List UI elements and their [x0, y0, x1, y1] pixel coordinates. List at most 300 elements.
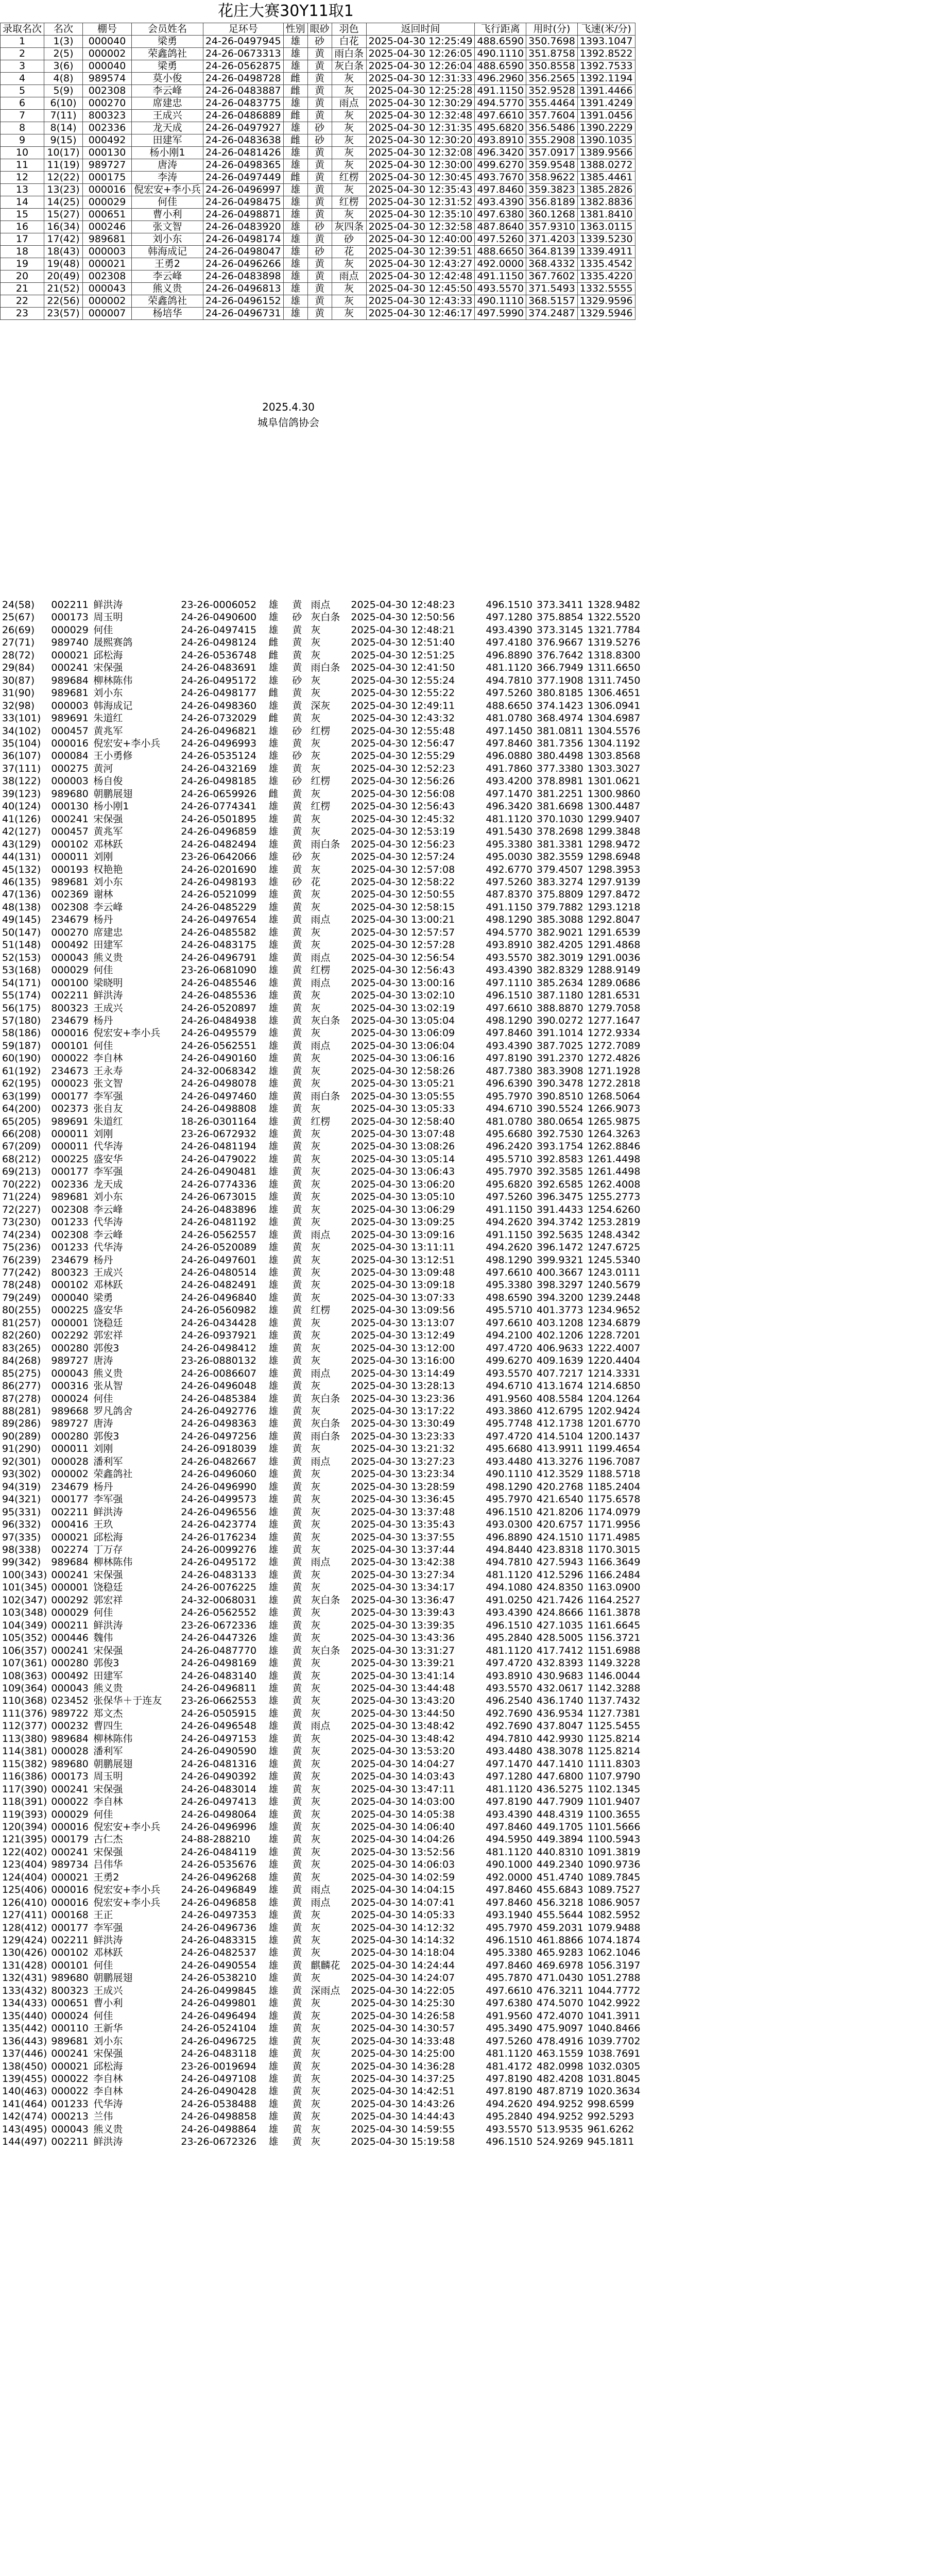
- table-cell: 2025-04-30 13:39:21: [351, 1657, 455, 1669]
- table-cell: 王成兴: [93, 1002, 123, 1014]
- table-cell: 409.1639: [537, 1355, 583, 1367]
- table-cell: 2025-04-30 13:13:07: [351, 1317, 455, 1329]
- table-cell: 22(56): [44, 295, 83, 308]
- table-cell: 2025-04-30 12:32:08: [366, 147, 475, 159]
- table-cell: 黄: [292, 687, 302, 699]
- table-row: [1, 73, 635, 85]
- table-cell: 王小勇修: [93, 750, 133, 762]
- table-cell: 481.1120: [486, 813, 533, 825]
- table-cell: 497.8190: [486, 1796, 533, 1808]
- table-cell: 灰: [311, 1141, 321, 1153]
- table-cell: 刘刚: [93, 1128, 113, 1140]
- table-cell: 灰: [311, 762, 321, 774]
- table-cell: 139(455): [2, 2073, 47, 2085]
- table-cell: 1300.4487: [587, 801, 641, 812]
- table-cell: 59(187): [2, 1040, 41, 1052]
- table-cell: 朝鹏展翅: [93, 788, 133, 800]
- table-cell: 43(129): [2, 838, 41, 850]
- table-cell: 1304.1192: [587, 737, 641, 749]
- table-cell: 宋保强: [93, 1569, 123, 1581]
- table-cell: 王成兴: [132, 110, 203, 122]
- table-cell: 000024: [51, 1393, 89, 1404]
- table-cell: 雄: [268, 1153, 279, 1165]
- table-cell: 24-26-0496821: [181, 725, 257, 737]
- table-cell: 18: [1, 246, 44, 258]
- table-cell: 雄: [268, 1468, 279, 1480]
- table-row: [1, 97, 635, 110]
- table-row: [0, 1934, 642, 1946]
- table-cell: 深雨点: [311, 1985, 340, 1996]
- table-cell: 灰: [332, 110, 366, 122]
- table-cell: 李云峰: [93, 1229, 123, 1241]
- table-cell: 132(431): [2, 1972, 47, 1984]
- table-cell: 106(357): [2, 1645, 47, 1656]
- table-cell: 493.4390: [486, 624, 533, 636]
- table-cell: 黄: [292, 1065, 302, 1077]
- table-cell: 1306.0941: [587, 700, 641, 711]
- table-cell: 497.5260: [475, 233, 526, 246]
- table-cell: 24-26-0490392: [181, 1771, 257, 1783]
- table-cell: 2025-04-30 12:56:47: [351, 737, 455, 749]
- table-cell: 493.8910: [475, 134, 526, 147]
- table-cell: 494.7810: [486, 1556, 533, 1568]
- table-cell: 356.8189: [526, 196, 578, 209]
- table-row: [0, 1128, 642, 1140]
- table-cell: 1031.8045: [587, 2073, 641, 2085]
- table-row: [0, 1204, 642, 1216]
- table-cell: 2025-04-30 12:55:24: [351, 674, 455, 686]
- table-cell: 24-26-0496268: [181, 1871, 257, 1883]
- table-row: [0, 1354, 642, 1367]
- table-cell: 482.4208: [537, 2073, 583, 2085]
- table-cell: 2025-04-30 14:04:26: [351, 1834, 455, 1845]
- table-cell: 灰: [311, 1972, 321, 1984]
- table-cell: 黄: [292, 826, 302, 838]
- table-cell: 雄: [268, 1682, 279, 1694]
- table-cell: 497.6380: [486, 1997, 533, 2009]
- table-cell: 2025-04-30 12:56:23: [351, 838, 455, 850]
- table-cell: 487.8370: [486, 889, 533, 901]
- table-cell: 1240.5679: [587, 1279, 641, 1291]
- table-cell: 002308: [51, 1229, 89, 1241]
- table-cell: 2025-04-30 13:52:56: [351, 1846, 455, 1858]
- table-cell: 24-26-0485384: [181, 1393, 257, 1404]
- table-cell: 黄: [292, 1380, 302, 1392]
- table-cell: 000029: [51, 964, 89, 976]
- table-cell: 1111.8303: [587, 1758, 641, 1770]
- table-cell: 红楞: [311, 801, 331, 812]
- table-row: [0, 750, 642, 762]
- table-cell: 1074.1874: [587, 1935, 641, 1946]
- table-row: [0, 2047, 642, 2060]
- table-cell: 雄: [268, 952, 279, 963]
- table-cell: 451.4740: [537, 1871, 583, 1883]
- table-cell: 雄: [268, 1947, 279, 1959]
- table-cell: 雄: [268, 1846, 279, 1858]
- table-cell: 2025-04-30 13:30:49: [351, 1418, 455, 1430]
- table-cell: 1234.9652: [587, 1304, 641, 1316]
- table-cell: 灰: [311, 2136, 321, 2148]
- table-cell: 2025-04-30 12:58:22: [351, 876, 455, 888]
- table-cell: 38(122): [2, 775, 41, 787]
- table-cell: 112(377): [2, 1720, 47, 1732]
- table-cell: 2025-04-30 13:02:19: [351, 1002, 455, 1014]
- table-row: [0, 1808, 642, 1821]
- table-cell: 24-26-0483014: [181, 1783, 257, 1795]
- table-cell: 2025-04-30 13:37:48: [351, 1506, 455, 1518]
- table-cell: 424.8666: [537, 1607, 583, 1619]
- table-cell: 李云峰: [132, 85, 203, 97]
- table-cell: 352.9528: [526, 85, 578, 97]
- table-cell: 81(257): [2, 1317, 41, 1329]
- table-cell: 1304.6987: [587, 713, 641, 724]
- table-cell: 黄: [292, 1645, 302, 1656]
- table-cell: 11(19): [44, 159, 83, 172]
- table-cell: 灰: [311, 851, 321, 863]
- table-cell: 1272.9334: [587, 1027, 641, 1039]
- table-cell: 497.1470: [486, 1758, 533, 1770]
- table-row: [0, 888, 642, 901]
- table-cell: 2025-04-30 13:35:43: [351, 1519, 455, 1531]
- table-cell: 张从智: [93, 1380, 123, 1392]
- table-cell: 374.1423: [537, 700, 583, 711]
- table-cell: 381.0811: [537, 725, 583, 737]
- table-row: [0, 737, 642, 750]
- table-row: [0, 2010, 642, 2022]
- table-cell: 雄: [283, 221, 307, 233]
- table-cell: 黄: [307, 196, 332, 209]
- table-cell: 2025-04-30 12:55:22: [351, 687, 455, 699]
- table-cell: 雨点: [311, 1040, 331, 1052]
- table-cell: 26(69): [2, 624, 35, 636]
- table-cell: 381.6698: [537, 801, 583, 812]
- table-cell: 432.8393: [537, 1657, 583, 1669]
- table-cell: 24-26-0490160: [181, 1053, 257, 1064]
- table-cell: 黄: [292, 2023, 302, 2035]
- table-cell: 雄: [268, 939, 279, 951]
- table-cell: 60(190): [2, 1053, 41, 1064]
- table-cell: 黄: [307, 97, 332, 110]
- table-cell: 481.0780: [486, 713, 533, 724]
- table-cell: 002211: [51, 1935, 89, 1946]
- table-cell: 24-26-0497601: [181, 1254, 257, 1266]
- table-cell: 灰: [311, 1330, 321, 1342]
- table-cell: 王正: [93, 1909, 113, 1921]
- table-cell: 雄: [268, 1670, 279, 1682]
- table-cell: 496.0880: [486, 750, 533, 762]
- table-row: [0, 1531, 642, 1544]
- table-cell: 1202.9424: [587, 1405, 641, 1417]
- table-cell: 123(404): [2, 1859, 47, 1871]
- table-cell: 曹四生: [93, 1720, 123, 1732]
- table-cell: 430.9683: [537, 1670, 583, 1682]
- table-cell: 2025-04-30 12:30:20: [366, 134, 475, 147]
- table-cell: 377.1908: [537, 674, 583, 686]
- table-cell: 000213: [51, 2111, 89, 2123]
- table-cell: 雄: [268, 1544, 279, 1555]
- table-cell: 鲜洪涛: [93, 1935, 123, 1946]
- table-cell: 114(381): [2, 1745, 47, 1757]
- table-cell: 2025-04-30 14:26:58: [351, 2010, 455, 2022]
- table-cell: 127(411): [2, 1909, 47, 1921]
- table-cell: 89(286): [2, 1418, 41, 1430]
- table-cell: 000102: [51, 1947, 89, 1959]
- table-cell: 497.1450: [486, 725, 533, 737]
- table-row: [0, 1795, 642, 1808]
- table-cell: 灰: [311, 939, 321, 951]
- table-cell: 李自林: [93, 1796, 123, 1808]
- table-cell: 1265.9875: [587, 1115, 641, 1127]
- table-cell: 000016: [51, 1027, 89, 1039]
- table-cell: 1174.0979: [587, 1506, 641, 1518]
- table-cell: 000446: [51, 1632, 89, 1644]
- table-row: [0, 788, 642, 800]
- table-cell: 1291.0036: [587, 952, 641, 963]
- table-cell: 495.3380: [486, 1279, 533, 1291]
- table-cell: 989691: [51, 1115, 89, 1127]
- table-cell: 雄: [268, 813, 279, 825]
- table-cell: 杨丹: [93, 1014, 113, 1026]
- table-cell: 雄: [268, 801, 279, 812]
- table-cell: 428.5005: [537, 1632, 583, 1644]
- table-cell: 381.3381: [537, 838, 583, 850]
- table-cell: 1288.9149: [587, 964, 641, 976]
- table-cell: 灰: [311, 1178, 321, 1190]
- table-cell: 2025-04-30 14:04:27: [351, 1758, 455, 1770]
- table-cell: 雌: [283, 73, 307, 85]
- table-cell: 雄: [268, 1292, 279, 1303]
- table-cell: 1039.7702: [587, 2035, 641, 2047]
- table-cell: 370.1030: [537, 813, 583, 825]
- table-cell: 19(48): [44, 258, 83, 270]
- table-cell: 24-26-0498412: [181, 1342, 257, 1354]
- table-cell: 128(412): [2, 1922, 47, 1934]
- table-cell: 356.2565: [526, 73, 578, 85]
- table-cell: 黄: [292, 1834, 302, 1845]
- table-cell: 494.8440: [486, 1544, 533, 1555]
- table-cell: 24-26-0496993: [181, 737, 257, 749]
- table-cell: 何佳: [93, 1040, 113, 1052]
- table-cell: 李军强: [93, 1166, 123, 1178]
- table-cell: 2025-04-30 12:56:43: [351, 801, 455, 812]
- table-cell: 24-26-0483118: [181, 2048, 257, 2060]
- table-cell: 37(111): [2, 762, 41, 774]
- table-cell: 52(153): [2, 952, 41, 963]
- table-cell: 989727: [51, 1355, 89, 1367]
- table-cell: 481.4172: [486, 2060, 533, 2072]
- table-cell: 2025-04-30 12:53:19: [351, 826, 455, 838]
- table-row: [0, 611, 642, 623]
- table-cell: 1091.3819: [587, 1846, 641, 1858]
- table-cell: 494.6710: [486, 1380, 533, 1392]
- table-cell: 灰: [311, 1380, 321, 1392]
- table-cell: 黄: [292, 713, 302, 724]
- table-cell: 雄: [268, 2136, 279, 2148]
- table-cell: 494.6710: [486, 1103, 533, 1115]
- table-row: [0, 1606, 642, 1619]
- table-cell: 24-26-0483140: [181, 1670, 257, 1682]
- table-cell: 442.9930: [537, 1733, 583, 1744]
- table-cell: 黄: [292, 2086, 302, 2097]
- table-cell: 476.3211: [537, 1985, 583, 1996]
- table-cell: 2025-04-30 13:00:21: [351, 914, 455, 926]
- table-cell: 黄: [292, 1166, 302, 1178]
- table-cell: 55(174): [2, 990, 41, 1002]
- table-cell: 2025-04-30 14:14:32: [351, 1935, 455, 1946]
- table-cell: 24-26-0485546: [181, 977, 257, 989]
- table-cell: 427.5943: [537, 1556, 583, 1568]
- header-cell: 足环号: [203, 23, 283, 36]
- table-cell: 宋保强: [93, 1645, 123, 1656]
- table-cell: 2025-04-30 13:21:32: [351, 1443, 455, 1455]
- header-cell: 眼砂: [307, 23, 332, 36]
- table-cell: 雄: [283, 122, 307, 134]
- table-cell: 雨点: [311, 1556, 331, 1568]
- table-cell: 黄: [307, 85, 332, 97]
- table-cell: 3(6): [44, 60, 83, 73]
- table-cell: 曹小利: [93, 1997, 123, 2009]
- table-cell: 1041.3911: [587, 2010, 641, 2022]
- table-cell: 000275: [51, 762, 89, 774]
- table-cell: 989681: [51, 687, 89, 699]
- table-cell: 灰: [311, 1443, 321, 1455]
- table-cell: 灰: [311, 1204, 321, 1215]
- table-cell: 黄: [292, 1531, 302, 1543]
- table-cell: 001233: [51, 2098, 89, 2110]
- table-cell: 1201.6770: [587, 1418, 641, 1430]
- table-cell: 2025-04-30 12:51:25: [351, 649, 455, 661]
- table-cell: 2025-04-30 13:12:51: [351, 1254, 455, 1266]
- table-cell: 001233: [51, 1216, 89, 1228]
- table-cell: 雄: [268, 1443, 279, 1455]
- table-cell: 493.4390: [486, 1040, 533, 1052]
- table-cell: 18-26-0301164: [181, 1115, 257, 1127]
- table-cell: 234679: [51, 1254, 89, 1266]
- table-cell: 000011: [51, 1443, 89, 1455]
- table-cell: 72(227): [2, 1204, 41, 1215]
- table-cell: 390.8510: [537, 1090, 583, 1102]
- table-cell: 24-26-0496811: [181, 1682, 257, 1694]
- table-cell: 1303.3027: [587, 762, 641, 774]
- table-cell: 雄: [268, 1405, 279, 1417]
- table-cell: 131(428): [2, 1959, 47, 1971]
- table-cell: 121(395): [2, 1834, 47, 1845]
- table-cell: 379.7882: [537, 901, 583, 913]
- table-cell: 雄: [283, 60, 307, 73]
- table-cell: 2025-04-30 15:19:58: [351, 2136, 455, 2148]
- table-cell: 黄: [292, 1720, 302, 1732]
- table-cell: 1040.8466: [587, 2023, 641, 2035]
- table-cell: 黄: [292, 1544, 302, 1555]
- table-cell: 柳林陈伟: [93, 1733, 133, 1744]
- table-cell: 郭俊3: [93, 1342, 119, 1354]
- table-cell: 002274: [51, 1544, 89, 1555]
- table-cell: 436.9534: [537, 1707, 583, 1719]
- table-cell: 417.7412: [537, 1645, 583, 1656]
- table-cell: 2025-04-30 12:57:08: [351, 863, 455, 875]
- table-cell: 495.2840: [486, 1632, 533, 1644]
- table-cell: 000001: [51, 1582, 89, 1594]
- table-cell: 495.7870: [486, 1972, 533, 1984]
- table-cell: 44(131): [2, 851, 41, 863]
- table-cell: 497.4180: [486, 637, 533, 649]
- table-cell: 2025-04-30 14:43:26: [351, 2098, 455, 2110]
- table-cell: 000016: [51, 1821, 89, 1833]
- table-cell: 94(319): [2, 1481, 41, 1493]
- table-cell: 000043: [51, 1682, 89, 1694]
- table-cell: 497.8460: [486, 737, 533, 749]
- table-cell: 97(335): [2, 1531, 41, 1543]
- table-cell: 497.6610: [486, 1002, 533, 1014]
- table-cell: 黄: [292, 637, 302, 649]
- table-cell: 雄: [268, 1040, 279, 1052]
- table-cell: 黄: [292, 1947, 302, 1959]
- table-cell: 496.1510: [486, 1506, 533, 1518]
- table-cell: 郭宏祥: [93, 1594, 123, 1606]
- table-cell: 800323: [51, 1002, 89, 1014]
- table-cell: 493.4390: [486, 1607, 533, 1619]
- table-cell: 000084: [51, 750, 89, 762]
- table-cell: 雨点: [311, 1229, 331, 1241]
- table-cell: 24-26-0497153: [181, 1733, 257, 1744]
- table-cell: 2025-04-30 12:30:45: [366, 172, 475, 184]
- table-cell: 2025-04-30 12:51:40: [351, 637, 455, 649]
- table-cell: 1185.2404: [587, 1481, 641, 1493]
- table-cell: 雌: [268, 687, 279, 699]
- table-cell: 497.8460: [486, 1027, 533, 1039]
- table-cell: 129(424): [2, 1935, 47, 1946]
- table-cell: 000130: [51, 801, 89, 812]
- table-cell: 雄: [268, 1808, 279, 1820]
- header-cell: 用时(分): [526, 23, 578, 36]
- table-cell: 73(230): [2, 1216, 41, 1228]
- table-cell: 491.0250: [486, 1594, 533, 1606]
- table-cell: 黄: [292, 1871, 302, 1883]
- table-cell: 1100.3655: [587, 1808, 641, 1820]
- table-cell: 王勇2: [132, 258, 203, 270]
- table-cell: 黄: [292, 1972, 302, 1984]
- table-row: [0, 1506, 642, 1518]
- table-cell: 雄: [268, 1204, 279, 1215]
- table-cell: 000100: [51, 977, 89, 989]
- table-cell: 58(186): [2, 1027, 41, 1039]
- table-row: [0, 2073, 642, 2085]
- table-cell: 2025-04-30 13:11:11: [351, 1242, 455, 1253]
- table-cell: 灰: [311, 1607, 321, 1619]
- table-cell: 2025-04-30 13:44:50: [351, 1707, 455, 1719]
- table-cell: 1239.2448: [587, 1292, 641, 1303]
- table-cell: 382.9021: [537, 926, 583, 938]
- table-cell: 鲜洪涛: [93, 1619, 123, 1631]
- table-cell: 周玉明: [93, 612, 123, 623]
- table-cell: 2025-04-30 13:05:33: [351, 1103, 455, 1115]
- table-cell: 387.7025: [537, 1040, 583, 1052]
- table-cell: 柳林陈伟: [93, 674, 133, 686]
- table-cell: 800323: [83, 110, 132, 122]
- table-cell: 黄: [307, 295, 332, 308]
- table-cell: 992.5293: [587, 2111, 634, 2123]
- table-cell: 2025-04-30 13:02:10: [351, 990, 455, 1002]
- table-cell: 15(27): [44, 209, 83, 221]
- table-cell: 黄: [292, 1355, 302, 1367]
- table-cell: 灰: [311, 713, 321, 724]
- table-cell: 495.7748: [486, 1418, 533, 1430]
- table-cell: 1306.4651: [587, 687, 641, 699]
- table-cell: 1291.6539: [587, 926, 641, 938]
- table-cell: 487.7380: [486, 1065, 533, 1077]
- table-cell: 234679: [51, 914, 89, 926]
- table-cell: 黄: [292, 1519, 302, 1531]
